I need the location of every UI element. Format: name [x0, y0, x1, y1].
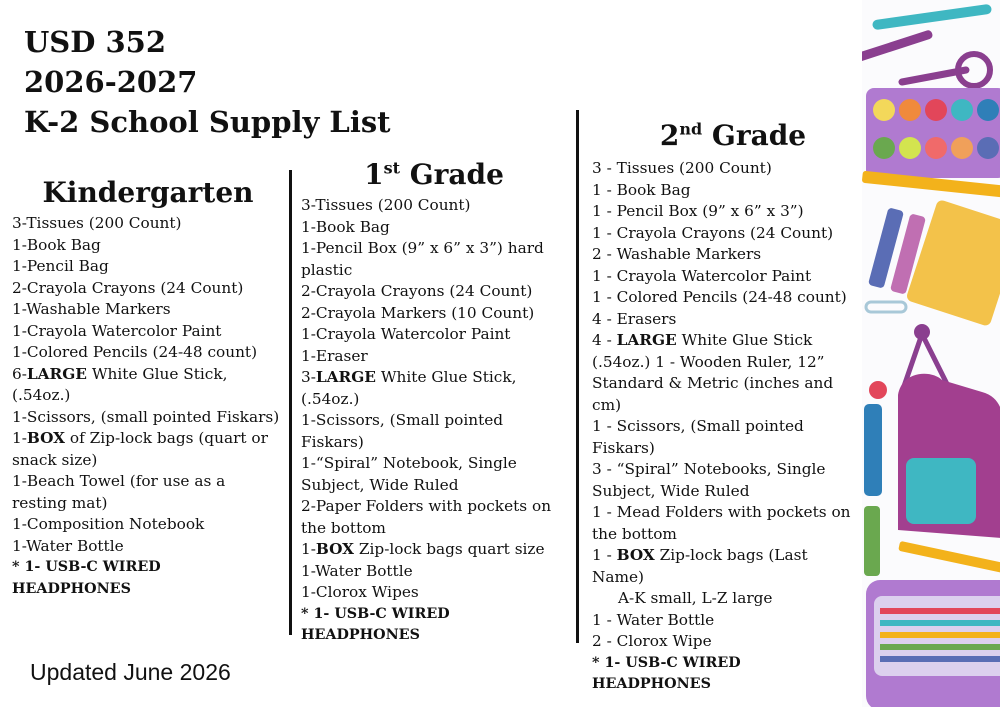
pencil-case-icon	[866, 580, 1000, 707]
item-text: Zip-lock bags (Last Name)	[592, 546, 808, 586]
supply-item	[12, 321, 284, 343]
school-supplies-illustration	[862, 0, 1000, 707]
item-text: 1-“Spiral” Notebook, Single Subject, Wide Ruled	[301, 454, 517, 494]
supply-item	[12, 557, 284, 600]
item-text: 3 - Tissues (200 Count)	[592, 159, 772, 177]
item-text: 1-Crayola Watercolor Paint	[301, 325, 511, 343]
emphasis-text: BOX	[26, 429, 66, 447]
emphasis-text: LARGE	[26, 364, 87, 383]
supply-item	[12, 256, 284, 278]
column-divider-left	[289, 170, 292, 635]
second-grade-column	[592, 119, 864, 696]
supply-item	[301, 217, 567, 239]
item-text: 1-Beach Towel (for use as a resting mat)	[12, 472, 226, 512]
item-text: 1 - Book Bag	[592, 180, 691, 199]
supply-item	[12, 213, 284, 235]
item-text: 1-	[12, 429, 27, 447]
supply-item	[301, 604, 567, 647]
supplies-artwork	[862, 0, 1000, 707]
item-text: 1 - Scissors, (Small pointed Fiskars)	[592, 417, 804, 457]
supply-item	[592, 158, 864, 180]
supply-item	[592, 266, 864, 288]
updated-date: Updated June 2026	[30, 659, 231, 685]
supply-item	[301, 195, 567, 217]
supply-item	[301, 496, 567, 539]
item-text: 1-Colored Pencils (24-48 count)	[12, 343, 258, 361]
page-header	[24, 22, 391, 142]
supply-item	[592, 287, 864, 309]
item-text: * 1- USB-C WIRED HEADPHONES	[592, 654, 741, 692]
emphasis-text: BOX	[315, 540, 355, 558]
item-text: White Glue Stick, (.54oz.)	[12, 364, 228, 404]
item-text: 2-Crayola Crayons (24 Count)	[12, 278, 244, 297]
item-text: 1-Clorox Wipes	[301, 583, 419, 601]
supply-item	[12, 364, 284, 407]
supply-item	[301, 453, 567, 496]
item-text: 6-	[12, 364, 27, 383]
kindergarten-supply-list	[12, 213, 284, 600]
backpack-icon	[864, 374, 1000, 538]
supply-item	[592, 610, 864, 632]
item-text: 2-Paper Folders with pockets on the bottom	[301, 497, 552, 537]
supply-item	[592, 309, 864, 331]
item-text: 1 - Crayola Watercolor Paint	[592, 266, 812, 285]
item-text: 1-Composition Notebook	[12, 515, 205, 533]
supply-item	[12, 342, 284, 364]
item-text: 4 - Erasers	[592, 309, 677, 328]
item-text: 1-Pencil Box (9” x 6” x 3”) hard plastic	[301, 239, 544, 279]
supply-item	[592, 653, 864, 696]
emphasis-text: LARGE	[616, 331, 677, 349]
supply-item	[301, 238, 567, 281]
item-text: 1-Scissors, (Small pointed Fiskars)	[301, 411, 504, 451]
item-text: 1 - Crayola Crayons (24 Count)	[592, 223, 834, 242]
item-text: 1-Water Bottle	[12, 536, 124, 555]
supply-item	[301, 281, 567, 303]
second-grade-supply-list	[592, 158, 864, 696]
item-text: 1-Scissors, (small pointed Fiskars)	[12, 407, 280, 426]
first-grade-column	[301, 158, 567, 647]
item-text: 3-Tissues (200 Count)	[301, 196, 471, 214]
kindergarten-heading: Kindergarten	[42, 176, 254, 209]
supply-item	[592, 330, 864, 416]
supply-item	[592, 631, 864, 653]
supply-item	[12, 407, 284, 429]
supply-item	[301, 410, 567, 453]
item-text: Zip-lock bags quart size	[354, 540, 545, 558]
item-text: 1 - Pencil Box (9” x 6” x 3”)	[592, 202, 804, 220]
item-text: 3-Tissues (200 Count)	[12, 214, 182, 232]
supply-item	[12, 278, 284, 300]
watercolor-paint-icon	[866, 88, 1000, 178]
item-text: of Zip-lock bags (quart or snack size)	[12, 429, 268, 469]
kindergarten-column	[12, 176, 284, 600]
supply-item	[12, 471, 284, 514]
supply-item	[301, 539, 567, 561]
item-text: 1-Pencil Bag	[12, 257, 109, 275]
list-title: K-2 School Supply List	[24, 105, 391, 139]
item-text: A-K small, L-Z large	[618, 589, 773, 607]
supply-item	[592, 201, 864, 223]
item-text: * 1- USB-C WIRED HEADPHONES	[301, 605, 450, 643]
item-text: 2-Crayola Markers (10 Count)	[301, 303, 535, 322]
school-year: 2026-2027	[24, 65, 198, 99]
supply-item	[12, 235, 284, 257]
supply-item	[592, 180, 864, 202]
first-grade-supply-list	[301, 195, 567, 647]
item-text: 3 - “Spiral” Notebooks, Single Subject, Wide Ruled	[592, 460, 826, 500]
supply-item	[12, 536, 284, 558]
column-divider-right	[576, 110, 579, 643]
second-grade-heading: 2nd Grade	[659, 119, 807, 152]
item-text: 1 -	[592, 546, 617, 564]
supply-item	[301, 303, 567, 325]
item-text: 1-Crayola Watercolor Paint	[12, 321, 222, 340]
supply-item	[301, 346, 567, 368]
supply-item	[592, 545, 864, 588]
item-text: 1-Book Bag	[12, 235, 101, 254]
supply-item	[301, 582, 567, 604]
item-text: 1 - Mead Folders with pockets on the bottom	[592, 503, 851, 543]
item-text: * 1- USB-C WIRED HEADPHONES	[12, 559, 161, 597]
supply-item	[12, 514, 284, 536]
emphasis-text: BOX	[616, 546, 655, 564]
supply-item	[592, 244, 864, 266]
item-text: 4 -	[592, 331, 617, 349]
supply-item	[592, 459, 864, 502]
item-text: 1-Washable Markers	[12, 300, 171, 318]
scissors-icon	[902, 54, 990, 86]
emphasis-text: LARGE	[315, 368, 376, 386]
item-text: 1-	[301, 540, 316, 558]
item-text: 1-Water Bottle	[301, 561, 413, 580]
supply-item	[12, 428, 284, 471]
supply-item	[592, 588, 864, 610]
item-text: 1 - Colored Pencils (24-48 count)	[592, 288, 847, 306]
supply-item	[301, 324, 567, 346]
supply-item	[301, 561, 567, 583]
supply-item	[592, 502, 864, 545]
paper-clip-icon	[866, 302, 906, 312]
item-text: 2 - Washable Markers	[592, 245, 762, 263]
item-text: 1-Eraser	[301, 346, 368, 365]
item-text: 3-	[301, 368, 316, 386]
supply-item	[12, 299, 284, 321]
supply-item	[301, 367, 567, 410]
supply-item	[592, 416, 864, 459]
item-text: 1 - Water Bottle	[592, 610, 715, 629]
item-text: 1-Book Bag	[301, 217, 390, 236]
item-text: 2-Crayola Crayons (24 Count)	[301, 282, 533, 300]
item-text: White Glue Stick (.54oz.) 1 - Wooden Ruler, 12” Standard & Metric (inches and cm)	[592, 331, 834, 414]
item-text: 2 - Clorox Wipe	[592, 632, 712, 650]
thumbtack-icon	[869, 381, 887, 399]
item-text: White Glue Stick, (.54oz.)	[301, 368, 517, 408]
supply-item	[592, 223, 864, 245]
district-title: USD 352	[24, 25, 167, 59]
first-grade-heading: 1st Grade	[364, 158, 504, 191]
